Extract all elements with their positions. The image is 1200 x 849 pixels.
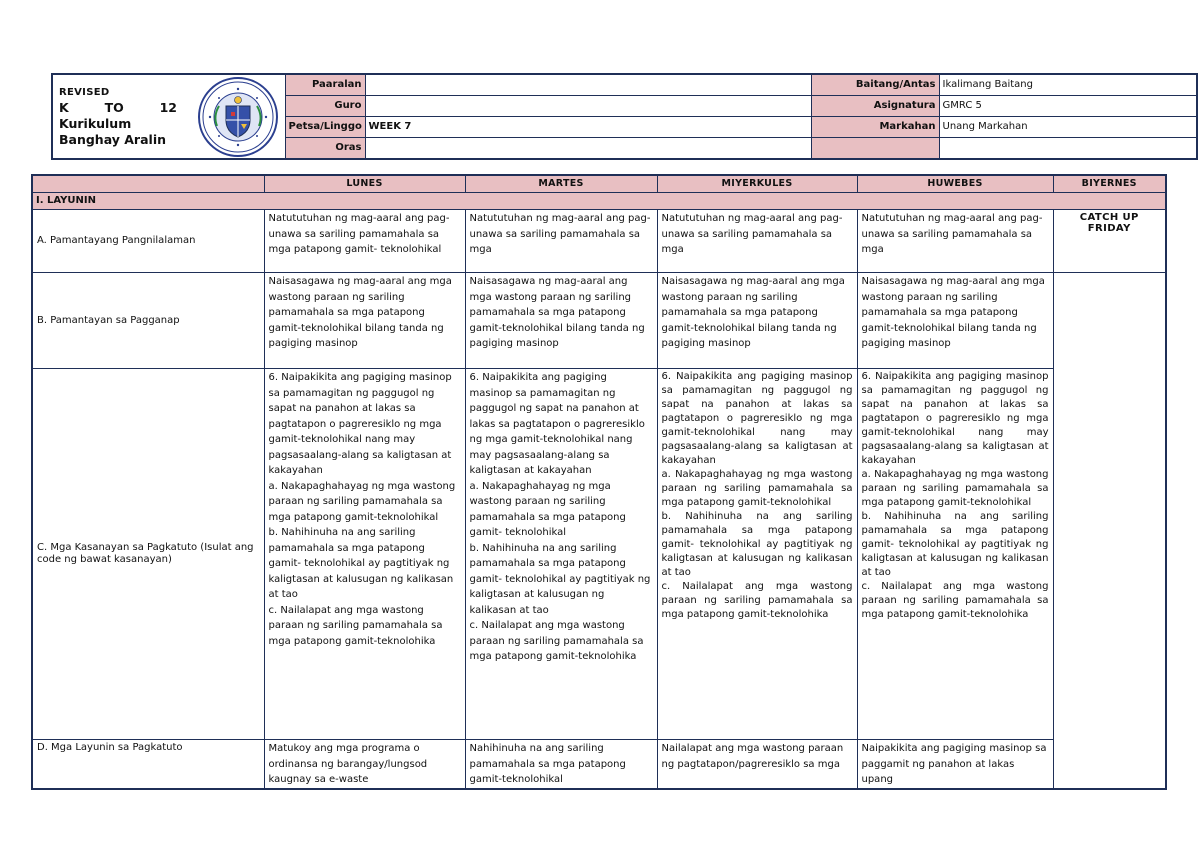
paaralan-label: Paaralan bbox=[285, 74, 365, 96]
asignatura-label: Asignatura bbox=[811, 96, 939, 117]
cell-miyerkules: Nailalapat ang mga wastong paraan ng pagtatapon/pagreresiklo sa mga bbox=[657, 740, 857, 789]
asignatura-value: GMRC 5 bbox=[939, 96, 1197, 117]
oras-value bbox=[365, 138, 811, 160]
cell-miyerkules: 6. Naipakikita ang pagiging masinop sa pamamagitan ng paggugol ng sapat na panahon at lakas sa pagtatapon o pagreresiklo ng mga gamit-teknolohikal nang may pagsasaalang-alang sa kaligtasan at kakayahan a. Nakapaghahayag ng mga wastong paraan ng sariling pamamahala sa mga patapong gamit-teknolohikal b. Nahihinuha na ang sariling pamamahala sa mga patapong gamit- teknolohikal ay pagtitiyak ng kaligtasan at kalusugan ng kalikasan at tao c. Nailalapat ang mga wastong paraan ng sariling pamamahala sa mga patapong gamit-teknolohika bbox=[657, 369, 857, 740]
guro-label: Guro bbox=[285, 96, 365, 117]
guro-value bbox=[365, 96, 811, 117]
cell-lunes: 6. Naipakikita ang pagiging masinop sa pamamagitan ng paggugol ng sapat na panahon at lakas sa pagtatapon o pagreresiklo ng mga gamit-teknolohikal nang may pagsasaalang-alang sa kaligtasan at kakayahan a. Nakapaghahayag ng mga wastong paraan ng sariling pamamahala sa mga patapong gamit-teknolohikal b. Nahihinuha na ang sariling pamamahala sa mga patapong gamit- teknolohikal ay pagtitiyak ng kaligtasan at kalusugan ng kalikasan at tao c. Nailalapat ang mga wastong paraan ng sariling pamamahala sa mga patapong gamit-teknolohika bbox=[264, 369, 465, 740]
cell-miyerkules: Naisasagawa ng mag-aaral ang mga wastong paraan ng sariling pamamahala sa mga patapong gamit-teknolohikal bilang tanda ng pagiging masinop bbox=[657, 273, 857, 369]
cell-huwebes: 6. Naipakikita ang pagiging masinop sa pamamagitan ng paggugol ng sapat na panahon at lakas sa pagtatapon o pagreresiklo ng mga gamit-teknolohikal nang may pagsasaalang-alang sa kaligtasan at kakayahan a. Nakapaghahayag ng mga wastong paraan ng sariling pamamahala sa mga patapong gamit-teknolohikal b. Nahihinuha na ang sariling pamamahala sa mga patapong gamit- teknolohikal ay pagtitiyak ng kaligtasan at kalusugan ng kalikasan at tao c. Nailalapat ang mga wastong paraan ng sariling pamamahala sa mga patapong gamit-teknolohika bbox=[857, 369, 1053, 740]
kurikulum-label: Kurikulum bbox=[59, 115, 132, 131]
markahan-label: Markahan bbox=[811, 117, 939, 138]
section-row bbox=[32, 193, 1166, 210]
day-header-biyernes: BIYERNES bbox=[1053, 175, 1166, 193]
table-row bbox=[32, 273, 1166, 369]
row-label: D. Mga Layunin sa Pagkatuto bbox=[32, 740, 264, 789]
section-title: I. LAYUNIN bbox=[32, 193, 1166, 210]
cell-lunes: Matukoy ang mga programa o ordinansa ng barangay/lungsod kaugnay sa e-waste bbox=[264, 740, 465, 789]
row-label: A. Pamantayang Pangnilalaman bbox=[32, 210, 264, 273]
table-row bbox=[32, 210, 1166, 273]
biyernes-empty-cell bbox=[1053, 273, 1166, 789]
table-row bbox=[32, 740, 1166, 789]
lesson-plan-table bbox=[31, 174, 1167, 790]
day-header-miyerkules: MIYERKULES bbox=[657, 175, 857, 193]
markahan-value: Unang Markahan bbox=[939, 117, 1197, 138]
day-header-huwebes: HUWEBES bbox=[857, 175, 1053, 193]
revised-label: REVISED bbox=[59, 86, 110, 98]
petsa-value: WEEK 7 bbox=[365, 117, 811, 138]
cell-lunes: Natututuhan ng mag-aaral ang pag-unawa sa sariling pamamahala sa mga patapong gamit- teknolohikal bbox=[264, 210, 465, 273]
k-to-12-label bbox=[59, 100, 177, 115]
deped-seal-icon bbox=[197, 76, 279, 158]
oras-label: Oras bbox=[285, 138, 365, 160]
blank-label bbox=[811, 138, 939, 160]
row-label: B. Pamantayan sa Pagganap bbox=[32, 273, 264, 369]
cell-martes: Naisasagawa ng mag-aaral ang mga wastong paraan ng sariling pamamahala sa mga patapong gamit-teknolohikal bilang tanda ng pagiging masinop bbox=[465, 273, 657, 369]
table-row bbox=[32, 369, 1166, 740]
day-header-martes: MARTES bbox=[465, 175, 657, 193]
cell-martes: Natututuhan ng mag-aaral ang pag-unawa sa sariling pamamahala sa mga bbox=[465, 210, 657, 273]
day-header-lunes: LUNES bbox=[264, 175, 465, 193]
header-brand bbox=[52, 74, 285, 159]
paaralan-value bbox=[365, 74, 811, 96]
cell-martes: 6. Naipakikita ang pagiging masinop sa pamamagitan ng paggugol ng sapat na panahon at lakas sa pagtatapon o pagreresiklo ng mga gamit-teknolohikal nang may pagsasaalang-alang sa kaligtasan at kakayahan a. Nakapaghahayag ng mga wastong paraan ng sariling pamamahala sa mga patapong gamit- teknolohikal b. Nahihinuha na ang sariling pamamahala sa mga patapong gamit- teknolohikal ay pagtitiyak ng kaligtasan at kalusugan ng kalikasan at tao c. Nailalapat ang mga wastong paraan ng sariling pamamahala sa mga patapong gamit-teknolohika bbox=[465, 369, 657, 740]
cell-lunes: Naisasagawa ng mag-aaral ang mga wastong paraan ng sariling pamamahala sa mga patapong gamit-teknolohikal bilang tanda ng pagiging masinop bbox=[264, 273, 465, 369]
blank-value bbox=[939, 138, 1197, 160]
baitang-label: Baitang/Antas bbox=[811, 74, 939, 96]
baitang-value: Ikalimang Baitang bbox=[939, 74, 1197, 96]
cell-huwebes: Natututuhan ng mag-aaral ang pag-unawa sa sariling pamamahala sa mga bbox=[857, 210, 1053, 273]
banghay-label: Banghay Aralin bbox=[59, 131, 167, 147]
day-header-row bbox=[32, 175, 1166, 193]
cell-huwebes: Naisasagawa ng mag-aaral ang mga wastong paraan ng sariling pamamahala sa mga patapong gamit-teknolohikal bilang tanda ng pagiging masinop bbox=[857, 273, 1053, 369]
petsa-label: Petsa/Linggo bbox=[285, 117, 365, 138]
to-text: TO bbox=[104, 99, 124, 115]
header-table bbox=[51, 73, 1198, 160]
catch-up-friday: CATCH UP FRIDAY bbox=[1053, 210, 1166, 273]
cell-martes: Nahihinuha na ang sariling pamamahala sa mga patapong gamit-teknolohikal bbox=[465, 740, 657, 789]
twelve-text: 12 bbox=[159, 99, 177, 115]
header-blank-cell bbox=[32, 175, 264, 193]
cell-miyerkules: Natututuhan ng mag-aaral ang pag-unawa sa sariling pamamahala sa mga bbox=[657, 210, 857, 273]
k-text: K bbox=[59, 99, 69, 115]
cell-huwebes: Naipakikita ang pagiging masinop sa paggamit ng panahon at lakas upang bbox=[857, 740, 1053, 789]
row-label: C. Mga Kasanayan sa Pagkatuto (Isulat ang code ng bawat kasanayan) bbox=[32, 369, 264, 740]
